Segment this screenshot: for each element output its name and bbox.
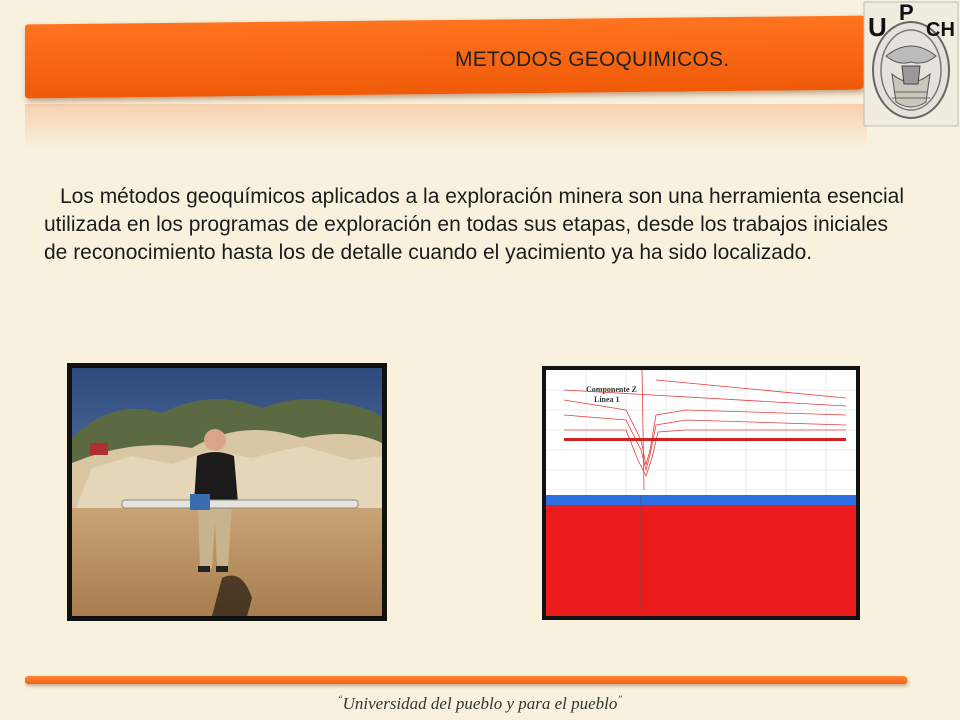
banner-shadow xyxy=(25,104,867,148)
graph-title-line2: Linea 1 xyxy=(594,395,620,404)
geophysics-graph xyxy=(542,366,860,620)
geophysics-graph-image xyxy=(546,370,856,616)
footer-divider xyxy=(25,676,907,684)
graph-title-line1: Componente Z xyxy=(586,385,637,394)
logo-letter-ch: CH xyxy=(926,19,955,41)
title-banner xyxy=(25,16,867,99)
logo-letter-u: U xyxy=(868,12,887,42)
university-logo xyxy=(862,0,960,128)
slide-title: METODOS GEOQUIMICOS. xyxy=(455,48,730,71)
logo-letter-p: P xyxy=(899,0,914,25)
footer-motto: “Universidad del pueblo y para el pueblo” xyxy=(337,694,623,713)
field-photo-image xyxy=(72,368,382,616)
body-paragraph: Los métodos geoquímicos aplicados a la exploración minera son una herramienta esencial utilizada en los programas de exploración en todas sus etapas, desde los trabajos iniciales de reconocimiento hasta los de detalle cuando el yacimiento ya ha sido localizado. xyxy=(44,185,904,264)
field-photo xyxy=(67,363,387,621)
